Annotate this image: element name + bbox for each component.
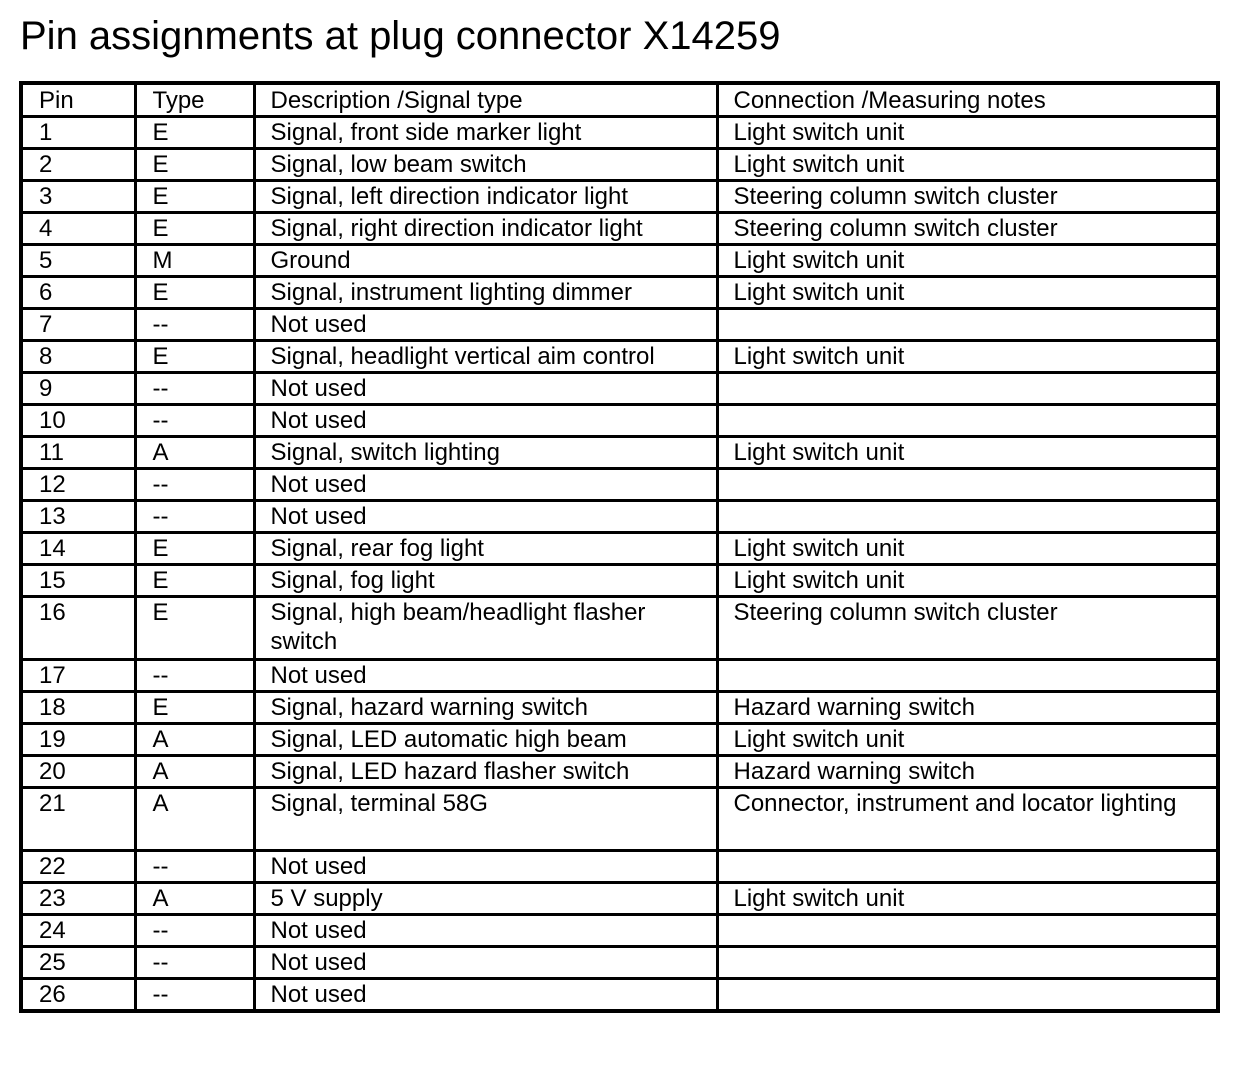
table-row bbox=[21, 533, 1218, 565]
table-row bbox=[21, 341, 1218, 373]
table-row bbox=[21, 181, 1218, 213]
type-cell: A bbox=[135, 756, 254, 788]
table-header-row bbox=[21, 83, 1218, 117]
pin-cell: 6 bbox=[21, 277, 135, 309]
type-cell: A bbox=[135, 788, 254, 851]
table-row bbox=[21, 213, 1218, 245]
type-cell: A bbox=[135, 724, 254, 756]
connection-cell bbox=[717, 851, 1218, 883]
pin-cell: 24 bbox=[21, 915, 135, 947]
connection-cell bbox=[717, 660, 1218, 692]
table-row bbox=[21, 277, 1218, 309]
connection-cell: Steering column switch cluster bbox=[717, 181, 1218, 213]
description-cell: Signal, LED automatic high beam bbox=[254, 724, 717, 756]
description-cell: Not used bbox=[254, 501, 717, 533]
connection-cell bbox=[717, 469, 1218, 501]
connection-cell: Hazard warning switch bbox=[717, 692, 1218, 724]
description-cell: Not used bbox=[254, 469, 717, 501]
description-cell: 5 V supply bbox=[254, 883, 717, 915]
pin-cell: 13 bbox=[21, 501, 135, 533]
table-row bbox=[21, 915, 1218, 947]
description-cell: Signal, front side marker light bbox=[254, 117, 717, 149]
type-cell: -- bbox=[135, 501, 254, 533]
connection-cell: Connector, instrument and locator lighting bbox=[717, 788, 1218, 851]
table-row bbox=[21, 245, 1218, 277]
description-cell: Signal, right direction indicator light bbox=[254, 213, 717, 245]
pin-assignment-table bbox=[19, 81, 1220, 1013]
description-cell: Signal, high beam/headlight flasher switch bbox=[254, 597, 717, 660]
connection-cell: Steering column switch cluster bbox=[717, 213, 1218, 245]
pin-cell: 25 bbox=[21, 947, 135, 979]
table-row bbox=[21, 883, 1218, 915]
connection-cell bbox=[717, 979, 1218, 1012]
table-row bbox=[21, 469, 1218, 501]
connection-cell bbox=[717, 405, 1218, 437]
table-row bbox=[21, 692, 1218, 724]
pin-cell: 15 bbox=[21, 565, 135, 597]
description-cell: Signal, hazard warning switch bbox=[254, 692, 717, 724]
description-cell: Signal, left direction indicator light bbox=[254, 181, 717, 213]
table-row bbox=[21, 565, 1218, 597]
pin-cell: 20 bbox=[21, 756, 135, 788]
pin-cell: 23 bbox=[21, 883, 135, 915]
pin-cell: 10 bbox=[21, 405, 135, 437]
table-row bbox=[21, 373, 1218, 405]
type-cell: E bbox=[135, 597, 254, 660]
type-cell: E bbox=[135, 565, 254, 597]
type-cell: -- bbox=[135, 309, 254, 341]
description-cell: Signal, headlight vertical aim control bbox=[254, 341, 717, 373]
table-row bbox=[21, 117, 1218, 149]
type-cell: E bbox=[135, 692, 254, 724]
pin-cell: 12 bbox=[21, 469, 135, 501]
type-cell: E bbox=[135, 277, 254, 309]
connection-cell: Hazard warning switch bbox=[717, 756, 1218, 788]
description-cell: Not used bbox=[254, 373, 717, 405]
type-cell: E bbox=[135, 341, 254, 373]
connection-cell: Light switch unit bbox=[717, 245, 1218, 277]
table-row bbox=[21, 405, 1218, 437]
connection-cell: Light switch unit bbox=[717, 117, 1218, 149]
table-row bbox=[21, 597, 1218, 660]
type-cell: -- bbox=[135, 660, 254, 692]
pin-cell: 14 bbox=[21, 533, 135, 565]
description-cell: Signal, low beam switch bbox=[254, 149, 717, 181]
table-row bbox=[21, 756, 1218, 788]
pin-cell: 8 bbox=[21, 341, 135, 373]
description-cell: Signal, terminal 58G bbox=[254, 788, 717, 851]
type-cell: A bbox=[135, 437, 254, 469]
pin-cell: 16 bbox=[21, 597, 135, 660]
description-cell: Not used bbox=[254, 660, 717, 692]
type-cell: -- bbox=[135, 469, 254, 501]
table-row bbox=[21, 851, 1218, 883]
description-cell: Ground bbox=[254, 245, 717, 277]
description-cell: Not used bbox=[254, 851, 717, 883]
pin-cell: 7 bbox=[21, 309, 135, 341]
type-cell: M bbox=[135, 245, 254, 277]
type-cell: -- bbox=[135, 373, 254, 405]
table-row bbox=[21, 788, 1218, 851]
pin-cell: 11 bbox=[21, 437, 135, 469]
type-cell: -- bbox=[135, 915, 254, 947]
description-cell: Not used bbox=[254, 915, 717, 947]
page-title: Pin assignments at plug connector X14259 bbox=[20, 14, 781, 58]
description-cell: Not used bbox=[254, 979, 717, 1012]
type-cell: E bbox=[135, 117, 254, 149]
connection-cell: Light switch unit bbox=[717, 341, 1218, 373]
type-cell: -- bbox=[135, 947, 254, 979]
pin-cell: 2 bbox=[21, 149, 135, 181]
pin-cell: 19 bbox=[21, 724, 135, 756]
connection-cell bbox=[717, 309, 1218, 341]
pin-cell: 21 bbox=[21, 788, 135, 851]
description-cell: Signal, instrument lighting dimmer bbox=[254, 277, 717, 309]
column-header-connection: Connection /Measuring notes bbox=[717, 83, 1218, 117]
description-cell: Not used bbox=[254, 405, 717, 437]
table-row bbox=[21, 501, 1218, 533]
connection-cell: Light switch unit bbox=[717, 883, 1218, 915]
type-cell: -- bbox=[135, 979, 254, 1012]
pin-cell: 17 bbox=[21, 660, 135, 692]
type-cell: E bbox=[135, 181, 254, 213]
pin-cell: 18 bbox=[21, 692, 135, 724]
column-header-description: Description /Signal type bbox=[254, 83, 717, 117]
connection-cell: Steering column switch cluster bbox=[717, 597, 1218, 660]
type-cell: A bbox=[135, 883, 254, 915]
pin-cell: 5 bbox=[21, 245, 135, 277]
description-cell: Signal, rear fog light bbox=[254, 533, 717, 565]
connection-cell bbox=[717, 947, 1218, 979]
description-cell: Not used bbox=[254, 947, 717, 979]
connection-cell: Light switch unit bbox=[717, 149, 1218, 181]
type-cell: E bbox=[135, 533, 254, 565]
description-cell: Signal, switch lighting bbox=[254, 437, 717, 469]
table-row bbox=[21, 660, 1218, 692]
connection-cell: Light switch unit bbox=[717, 277, 1218, 309]
connection-cell: Light switch unit bbox=[717, 724, 1218, 756]
connection-cell: Light switch unit bbox=[717, 533, 1218, 565]
connection-cell: Light switch unit bbox=[717, 565, 1218, 597]
column-header-pin: Pin bbox=[21, 83, 135, 117]
pin-cell: 9 bbox=[21, 373, 135, 405]
column-header-type: Type bbox=[135, 83, 254, 117]
pin-cell: 1 bbox=[21, 117, 135, 149]
connection-cell bbox=[717, 915, 1218, 947]
type-cell: -- bbox=[135, 851, 254, 883]
table-row bbox=[21, 309, 1218, 341]
description-cell: Not used bbox=[254, 309, 717, 341]
table-row bbox=[21, 437, 1218, 469]
pin-cell: 4 bbox=[21, 213, 135, 245]
type-cell: E bbox=[135, 213, 254, 245]
description-cell: Signal, LED hazard flasher switch bbox=[254, 756, 717, 788]
table-row bbox=[21, 979, 1218, 1012]
connection-cell: Light switch unit bbox=[717, 437, 1218, 469]
table-row bbox=[21, 947, 1218, 979]
connection-cell bbox=[717, 373, 1218, 405]
connection-cell bbox=[717, 501, 1218, 533]
description-cell: Signal, fog light bbox=[254, 565, 717, 597]
type-cell: E bbox=[135, 149, 254, 181]
type-cell: -- bbox=[135, 405, 254, 437]
pin-cell: 3 bbox=[21, 181, 135, 213]
pin-cell: 22 bbox=[21, 851, 135, 883]
pin-cell: 26 bbox=[21, 979, 135, 1012]
table-row bbox=[21, 149, 1218, 181]
table-row bbox=[21, 724, 1218, 756]
